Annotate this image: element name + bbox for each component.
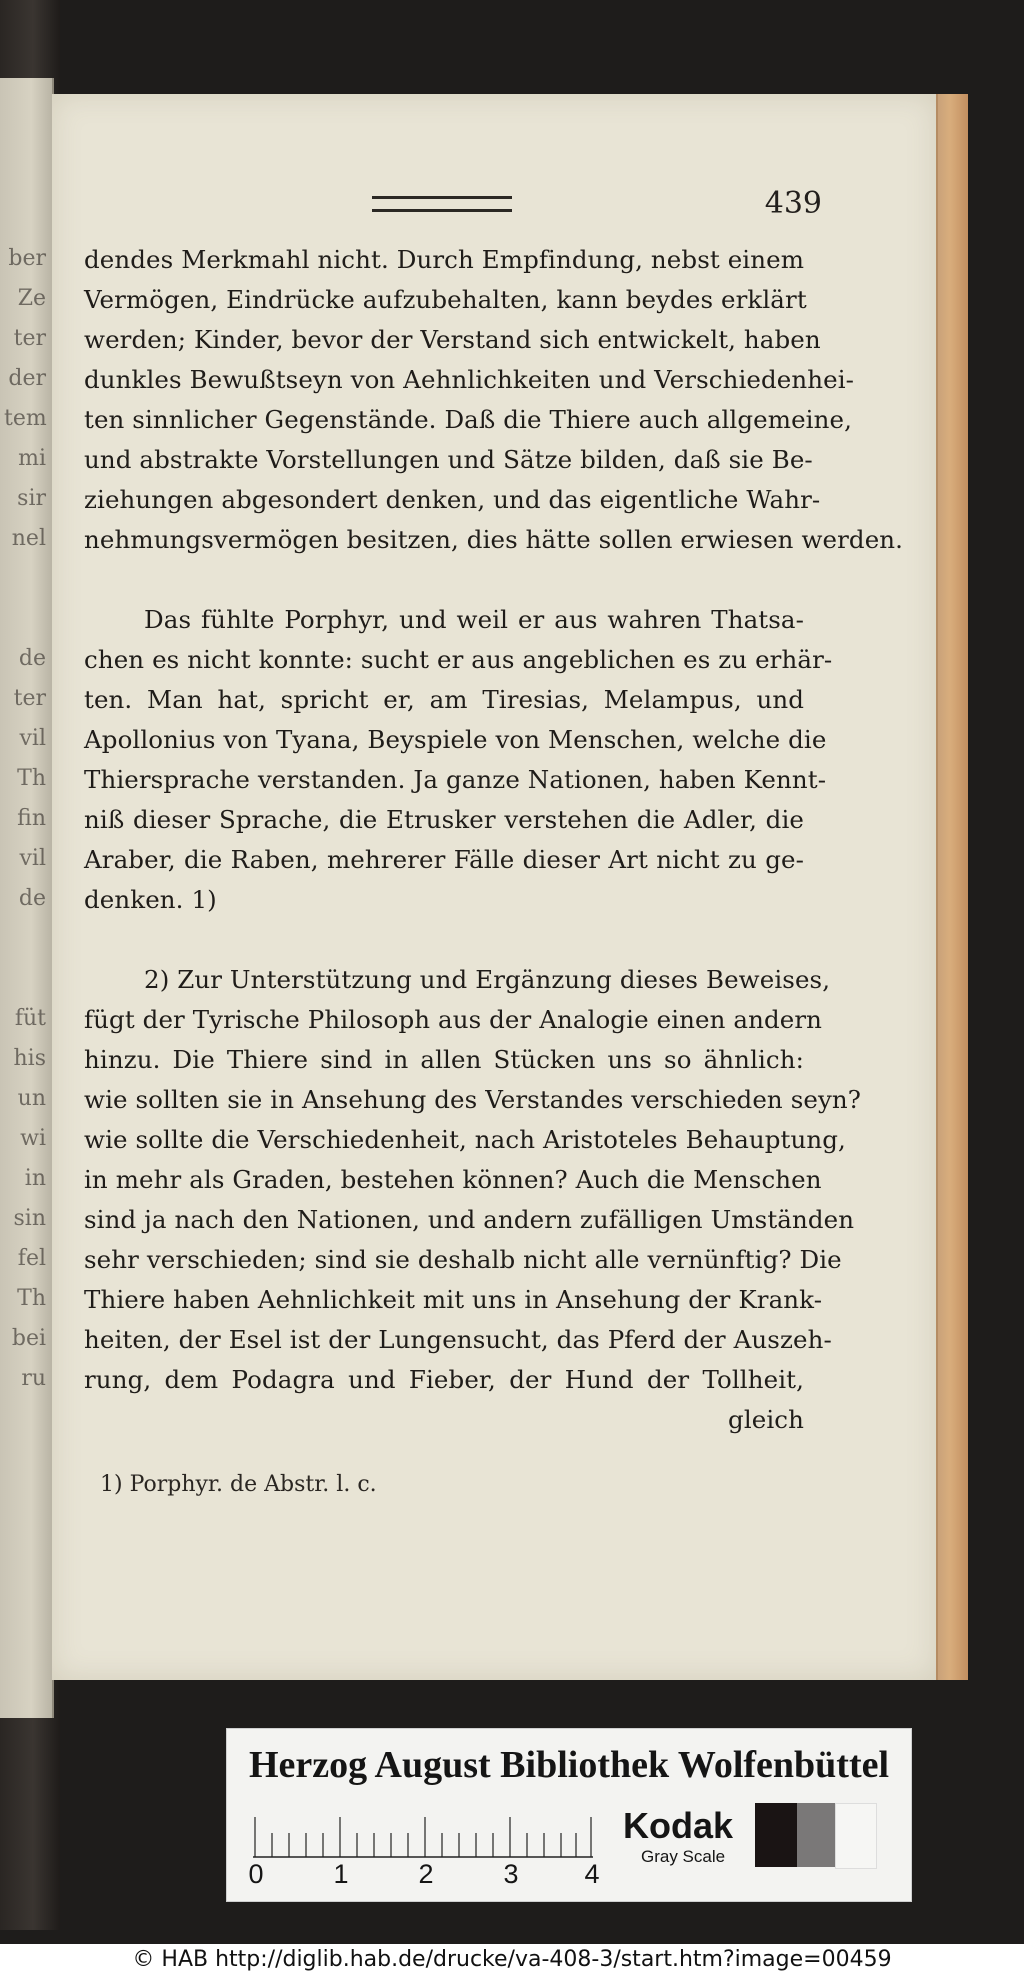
prev-page-fragment: Ze xyxy=(17,286,46,311)
gray-scale-label: Gray Scale xyxy=(641,1847,726,1866)
prev-page-fragment: vil xyxy=(19,846,46,871)
prev-page-fragment: ru xyxy=(21,1366,46,1391)
color-target-card xyxy=(226,1728,912,1902)
prev-page-fragment: de xyxy=(18,646,46,671)
text-line: dunkles Bewußtseyn von Aehnlichkeiten und Verschiedenhei- xyxy=(84,365,855,394)
text-line: Araber, die Raben, mehrerer Fälle dieser Art nicht zu ge- xyxy=(84,845,804,874)
prev-page-fragment: Th xyxy=(17,766,46,791)
prev-page-fragment: Th xyxy=(17,1286,46,1311)
text-line: fügt der Tyrische Philosoph aus der Analogie einen andern xyxy=(84,1005,823,1034)
text-line: nehmungsvermögen besitzen, dies hätte sollen erwiesen werden. xyxy=(84,525,904,554)
ruler-label: 1 xyxy=(333,1859,349,1889)
kodak-logo-text: Kodak xyxy=(623,1805,734,1846)
prev-page-fragment: nel xyxy=(11,526,46,551)
text-line: rung, dem Podagra und Fieber, der Hund der Tollheit, xyxy=(84,1365,804,1394)
ruler-label: 4 xyxy=(584,1859,600,1889)
text-line: Apollonius von Tyana, Beyspiele von Menschen, welche die xyxy=(84,725,827,754)
prev-page-fragment: füt xyxy=(14,1006,46,1031)
prev-page-fragment: mi xyxy=(18,446,46,471)
footnote: 1) Porphyr. de Abstr. l. c. xyxy=(100,1472,377,1497)
text-line: sehr verschieden; sind sie deshalb nicht alle vernünftig? Die xyxy=(84,1245,842,1274)
text-line: wie sollten sie in Ansehung des Verstandes verschieden seyn? xyxy=(84,1085,862,1114)
page-edge-gilt xyxy=(936,94,968,1680)
prev-page-fragment: in xyxy=(24,1166,46,1191)
library-name: Herzog August Bibliothek Wolfenbüttel xyxy=(248,1744,890,1786)
ruler-label: 3 xyxy=(503,1859,519,1889)
prev-page-fragment: wi xyxy=(20,1126,46,1151)
text-line: und abstrakte Vorstellungen und Sätze bilden, daß sie Be- xyxy=(84,445,813,474)
footer-bar xyxy=(0,1944,1024,1980)
prev-page-fragment: der xyxy=(8,366,46,391)
text-line: chen es nicht konnte: sucht er aus angeblichen es zu erhär- xyxy=(84,645,833,674)
text-line: dendes Merkmahl nicht. Durch Empfindung, nebst einem xyxy=(84,245,805,274)
text-line: Thiersprache verstanden. Ja ganze Nationen, haben Kennt- xyxy=(84,765,827,794)
catchword: gleich xyxy=(728,1405,804,1434)
text-line: denken. 1) xyxy=(84,885,217,914)
black-swatch xyxy=(755,1803,797,1867)
ruler-label: 0 xyxy=(248,1859,264,1889)
prev-page-fragment: un xyxy=(17,1086,46,1111)
white-swatch xyxy=(835,1803,877,1869)
text-line: ten sinnlicher Gegenstände. Daß die Thiere auch allgemeine, xyxy=(84,405,852,434)
text-line: wie sollte die Verschiedenheit, nach Aristoteles Behauptung, xyxy=(84,1125,846,1154)
prev-page-fragment: fel xyxy=(17,1246,46,1271)
text-line: ziehungen abgesondert denken, und das eigentliche Wahr- xyxy=(84,485,821,514)
text-line: Das fühlte Porphyr, und weil er aus wahren Thatsa- xyxy=(144,605,804,634)
ruler-label: 2 xyxy=(418,1859,434,1889)
previous-page-edge xyxy=(0,78,54,1718)
text-line: ten. Man hat, spricht er, am Tiresias, Melampus, und xyxy=(84,685,804,714)
prev-page-fragment: vil xyxy=(19,726,46,751)
prev-page-fragment: ter xyxy=(13,686,46,711)
page-number: 439 xyxy=(764,186,822,221)
text-line: 2) Zur Unterstützung und Ergänzung dieses Beweises, xyxy=(144,965,831,994)
text-line: niß dieser Sprache, die Etrusker verstehen die Adler, die xyxy=(84,805,804,834)
text-line: Thiere haben Aehnlichkeit mit uns in Ansehung der Krank- xyxy=(84,1285,823,1314)
body-text xyxy=(84,240,904,1440)
gray-swatch xyxy=(797,1803,835,1867)
text-line: hinzu. Die Thiere sind in allen Stücken uns so ähnlich: xyxy=(84,1045,804,1074)
prev-page-fragment: his xyxy=(13,1046,46,1071)
prev-page-fragment: ter xyxy=(13,326,46,351)
ruler-scale xyxy=(253,1807,593,1859)
prev-page-fragment: sir xyxy=(17,486,46,511)
text-line: sind ja nach den Nationen, und andern zufälligen Umständen xyxy=(84,1205,855,1234)
prev-page-fragment: tem xyxy=(4,406,47,431)
text-line: Vermögen, Eindrücke aufzubehalten, kann beydes erklärt xyxy=(84,285,807,314)
prev-page-fragment: de xyxy=(18,886,46,911)
prev-page-fragment: fin xyxy=(17,806,46,831)
prev-page-fragment: ber xyxy=(8,246,46,271)
prev-page-fragment: bei xyxy=(11,1326,46,1351)
text-line: heiten, der Esel ist der Lungensucht, das Pferd der Auszeh- xyxy=(84,1325,832,1354)
text-line: werden; Kinder, bevor der Verstand sich entwickelt, haben xyxy=(84,325,821,354)
prev-page-fragment: sin xyxy=(13,1206,46,1231)
footer-copyright: © HAB http://diglib.hab.de/drucke/va-408-3/start.htm?image=00459 xyxy=(132,1947,892,1972)
header-rule xyxy=(372,196,512,212)
text-line: in mehr als Graden, bestehen können? Auch die Menschen xyxy=(84,1165,822,1194)
